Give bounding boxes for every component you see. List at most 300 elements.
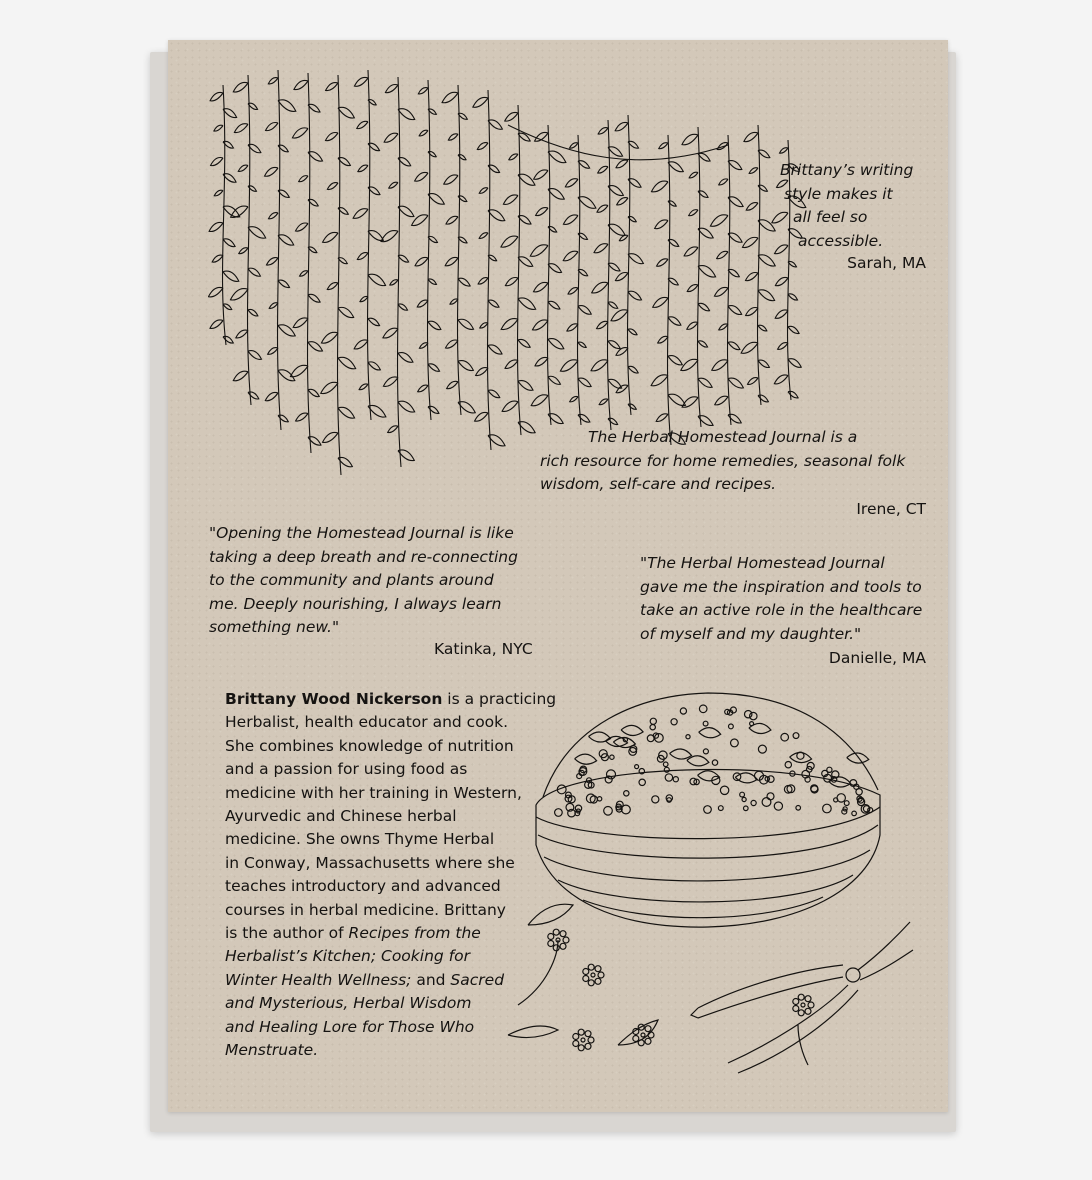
- flower-bud: [774, 802, 782, 810]
- leaf: [214, 125, 223, 131]
- leaf: [728, 342, 740, 350]
- testimonial-author-3: Katinka, NYC: [434, 640, 533, 658]
- leaf: [488, 120, 502, 129]
- leaf: [575, 754, 597, 764]
- leaf: [670, 749, 692, 759]
- flower-bud: [560, 931, 566, 937]
- leaf: [209, 222, 223, 231]
- flower-bud: [842, 809, 847, 814]
- leaf: [266, 258, 278, 266]
- leaf: [248, 351, 262, 360]
- leaf: [548, 264, 562, 273]
- leaf: [570, 396, 578, 401]
- leaf: [419, 130, 428, 136]
- book-title: Menstruate.: [225, 1041, 319, 1060]
- leaf: [278, 235, 294, 245]
- leaf: [428, 194, 444, 205]
- leaf: [357, 253, 368, 260]
- flower-bud: [573, 1041, 579, 1047]
- leaf: [428, 364, 440, 372]
- leaf: [398, 304, 408, 310]
- leaf: [398, 109, 415, 120]
- quote-line: The Herbal Homestead Journal is a: [588, 428, 858, 446]
- leaf: [308, 104, 320, 112]
- leaf: [428, 279, 437, 285]
- flower-bud: [712, 760, 717, 765]
- quote-line: me. Deeply nourishing, I always learn: [209, 594, 502, 613]
- flower-bud: [588, 980, 594, 986]
- book-back-cover: [168, 40, 948, 1112]
- leaf: [591, 360, 608, 371]
- leaf: [278, 280, 290, 288]
- leaf: [428, 321, 441, 329]
- leaf: [742, 237, 758, 247]
- leaf: [548, 301, 560, 309]
- flower-bud: [844, 801, 849, 806]
- leaf: [744, 132, 758, 141]
- leaf: [548, 151, 566, 163]
- leaf: [712, 360, 728, 371]
- leaf: [741, 342, 758, 353]
- leaf: [668, 394, 685, 405]
- flower-bud: [585, 1043, 591, 1049]
- testimonial-quote-1: [780, 159, 913, 253]
- leaf: [728, 161, 742, 170]
- leaf: [418, 88, 428, 94]
- leaf: [450, 299, 458, 304]
- flower-bud: [852, 811, 857, 816]
- leaf: [788, 359, 801, 368]
- flower-bud: [635, 765, 639, 769]
- leaf: [417, 300, 428, 307]
- leaf: [323, 232, 338, 242]
- book-title: and Mysterious, Herbal Wisdom: [225, 994, 472, 1013]
- leaf: [699, 728, 721, 738]
- leaf: [448, 134, 458, 140]
- leaf: [746, 308, 758, 316]
- leaf: [210, 320, 223, 328]
- leaf: [758, 290, 775, 301]
- leaf: [368, 274, 386, 285]
- quote-line: to the community and plants around: [209, 571, 494, 589]
- flower-bud: [704, 806, 712, 814]
- leaf: [398, 353, 413, 363]
- book-title: Sacred: [450, 970, 505, 989]
- leaf: [578, 269, 588, 275]
- flower-bud: [740, 792, 745, 797]
- leaf: [698, 303, 710, 311]
- leaf: [278, 325, 295, 336]
- leaf: [656, 414, 668, 422]
- leaf: [535, 132, 548, 141]
- leaf: [710, 215, 728, 226]
- leaf: [548, 189, 564, 200]
- testimonial-author-1: Sarah, MA: [847, 254, 926, 272]
- leaf: [746, 203, 758, 211]
- testimonial-quote-3: [209, 522, 518, 640]
- flower-bud: [798, 1010, 804, 1016]
- book-title: Winter Health Wellness;: [225, 970, 412, 989]
- leaf: [488, 390, 500, 398]
- leaf: [608, 263, 620, 271]
- leaf: [684, 247, 698, 256]
- leaf: [479, 188, 488, 194]
- leaf: [565, 179, 578, 187]
- flower-bud: [680, 708, 686, 714]
- leaf: [368, 231, 383, 241]
- flower-bud: [793, 999, 799, 1005]
- leaf: [308, 342, 322, 351]
- leaf: [594, 244, 608, 253]
- quote-line: rich resource for home remedies, seasonal folk: [540, 451, 906, 470]
- leaf: [563, 215, 578, 225]
- leaf: [528, 904, 573, 925]
- leaf: [223, 239, 235, 247]
- leaf: [569, 143, 578, 149]
- leaf: [358, 165, 368, 172]
- flower-bud: [560, 943, 566, 949]
- leaf: [268, 78, 278, 84]
- leaf: [563, 251, 578, 261]
- bio-line: Ayurvedic and Chinese herbal: [225, 807, 457, 826]
- leaf: [290, 365, 308, 376]
- leaf: [502, 401, 518, 411]
- flower-bud: [699, 705, 707, 713]
- flower-bud: [578, 1029, 584, 1035]
- leaf: [326, 83, 338, 91]
- leaf: [278, 370, 295, 381]
- flower-bud: [805, 996, 811, 1002]
- basket-icon: [536, 770, 880, 928]
- leaf: [208, 287, 223, 297]
- leaf: [444, 175, 458, 184]
- leaf: [608, 341, 620, 349]
- quote-line: gave me the inspiration and tools to: [640, 577, 922, 596]
- leaf: [698, 378, 712, 387]
- leaf: [628, 329, 637, 335]
- leaf: [458, 361, 473, 371]
- leaf: [210, 92, 223, 100]
- book-title: Recipes from the: [348, 924, 481, 943]
- flower-bud: [595, 966, 601, 972]
- flower-bud: [718, 806, 723, 811]
- leaf: [578, 306, 591, 315]
- leaf: [368, 362, 380, 370]
- leaf: [265, 392, 278, 400]
- flower-bud: [673, 777, 678, 782]
- bio-line: medicine with her training in Western,: [225, 783, 522, 802]
- leaf: [233, 371, 248, 381]
- leaf: [278, 100, 296, 112]
- leaf: [567, 324, 578, 331]
- leaf: [597, 205, 608, 212]
- leaf: [308, 294, 320, 302]
- book-title: and Healing Lore for Those Who: [225, 1017, 475, 1036]
- leaf: [758, 255, 775, 266]
- leaf: [446, 216, 458, 224]
- flower-bud: [597, 797, 601, 801]
- leaf: [473, 97, 488, 107]
- leaf: [619, 235, 628, 241]
- flower-bud: [553, 945, 559, 951]
- leaf: [534, 170, 548, 179]
- leaf: [608, 302, 618, 308]
- leaf: [238, 165, 248, 171]
- leaf: [681, 359, 698, 370]
- leaf: [599, 399, 608, 405]
- testimonial-author-4: Danielle, MA: [828, 649, 926, 667]
- leaf: [719, 179, 728, 185]
- flower-bud: [598, 972, 604, 978]
- leaf: [295, 223, 308, 231]
- leaf: [357, 121, 368, 128]
- flower-bud: [742, 797, 746, 801]
- flower-bud: [793, 1006, 799, 1012]
- leaf: [211, 158, 223, 166]
- leaf: [385, 84, 398, 92]
- leaf: [327, 283, 338, 290]
- leaf: [478, 278, 488, 284]
- bio-line: teaches introductory and advanced: [225, 877, 501, 896]
- leaf: [445, 257, 458, 265]
- flower-bud: [665, 774, 672, 781]
- leaf: [608, 418, 618, 424]
- leaf: [658, 336, 668, 343]
- leaf: [615, 122, 628, 130]
- flower-bud: [807, 762, 814, 769]
- flower-bud: [555, 809, 563, 817]
- leaf: [758, 395, 768, 402]
- leaf: [535, 357, 548, 365]
- leaf: [458, 319, 474, 329]
- flower-bud: [573, 1034, 579, 1040]
- leaf: [668, 317, 681, 325]
- flower-bud: [663, 762, 668, 767]
- quote-line: something new.": [209, 618, 340, 636]
- testimonial-quote-4: [640, 552, 922, 646]
- leaf: [269, 303, 278, 309]
- leaf: [728, 197, 743, 207]
- leaf: [325, 132, 338, 140]
- leaf: [389, 182, 398, 188]
- flower-bud: [548, 941, 554, 947]
- leaf: [611, 310, 628, 321]
- flower-bud: [805, 1008, 811, 1014]
- testimonial-quote-2: [540, 426, 905, 497]
- flower-bud: [591, 973, 595, 977]
- flower-bud: [553, 929, 559, 935]
- flower-bud: [645, 1026, 651, 1032]
- leaf: [223, 336, 233, 343]
- leaf: [578, 342, 586, 347]
- leaf: [728, 378, 743, 388]
- leaf: [651, 181, 668, 192]
- leaf: [230, 289, 248, 300]
- quote-line: accessible.: [798, 231, 884, 250]
- leaf: [847, 753, 869, 763]
- leaf: [321, 332, 338, 343]
- bio-line: courses in herbal medicine. Brittany: [225, 900, 506, 919]
- herb-stem: [398, 77, 401, 467]
- flower-bud: [767, 793, 774, 800]
- flower-bud: [578, 1045, 584, 1051]
- herb-stem: [308, 73, 311, 453]
- leaf: [548, 376, 560, 384]
- leaf: [248, 227, 266, 239]
- leaf: [668, 356, 682, 365]
- leaf: [758, 360, 769, 367]
- leaf: [714, 287, 728, 296]
- flower-bud: [686, 735, 690, 739]
- leaf: [578, 161, 590, 169]
- leaf: [653, 297, 668, 307]
- leaf: [536, 208, 548, 216]
- flower-bud: [624, 791, 629, 796]
- leaf: [383, 377, 398, 387]
- flower-bud: [762, 798, 771, 807]
- leaf: [689, 172, 698, 178]
- leaf: [294, 80, 308, 89]
- leaf: [398, 255, 409, 262]
- leaf: [778, 343, 788, 350]
- leaf: [598, 166, 608, 173]
- leaf: [384, 133, 398, 142]
- leaf: [617, 198, 628, 205]
- quote-line: taking a deep breath and re-connecting: [209, 547, 518, 566]
- leaf: [479, 233, 488, 239]
- leaf: [480, 323, 488, 328]
- leaf: [338, 107, 354, 118]
- flower-bud: [563, 937, 569, 943]
- leaf: [292, 128, 308, 138]
- leaf: [248, 309, 258, 315]
- leaf: [223, 304, 232, 310]
- leaf: [265, 167, 278, 176]
- leaf: [354, 340, 368, 349]
- quote-line: all feel so: [793, 208, 868, 226]
- flower-bud: [645, 1038, 651, 1044]
- leaf: [533, 282, 548, 291]
- quote-line: of myself and my daughter.": [640, 624, 862, 643]
- leaf: [501, 236, 518, 247]
- flower-bud: [583, 976, 589, 982]
- leaf: [531, 395, 548, 406]
- leaf: [268, 213, 278, 219]
- leaf: [442, 92, 458, 102]
- leaf: [518, 174, 535, 185]
- leaf: [655, 220, 668, 229]
- leaf: [530, 245, 548, 257]
- leaf: [659, 143, 668, 149]
- leaf: [488, 210, 505, 221]
- leaf: [233, 82, 248, 92]
- leaf: [568, 288, 578, 295]
- flower-bud: [641, 1033, 645, 1037]
- leaf: [248, 268, 260, 276]
- leaf: [223, 271, 239, 281]
- flower-bud: [744, 806, 749, 811]
- leaf: [239, 248, 248, 254]
- leaf: [608, 147, 623, 157]
- flower-bud: [720, 786, 728, 794]
- flower-bud: [703, 749, 708, 754]
- leaf: [628, 254, 643, 264]
- leaf: [214, 190, 223, 196]
- leaf: [578, 378, 591, 387]
- leaf: [687, 756, 709, 766]
- flower-bud: [802, 770, 810, 778]
- quote-line: Brittany’s writing: [780, 161, 914, 179]
- leaf: [418, 385, 428, 392]
- leaf: [338, 307, 354, 317]
- leaf: [578, 197, 596, 209]
- book-title: Herbalist’s Kitchen; Cooking for: [225, 947, 470, 966]
- leaf: [383, 328, 398, 338]
- leaf: [360, 296, 368, 301]
- herb-stem: [338, 75, 341, 475]
- leaf: [415, 172, 428, 181]
- leaf: [353, 209, 368, 219]
- leaf: [698, 228, 713, 238]
- leaf: [308, 389, 319, 396]
- leaf: [758, 150, 770, 158]
- leaf: [338, 407, 355, 418]
- leaf: [505, 112, 518, 121]
- leaf: [748, 378, 758, 385]
- herb-stem: [798, 1025, 808, 1065]
- flower-bud: [588, 964, 594, 970]
- flower-bud: [650, 718, 656, 724]
- leaf: [774, 375, 788, 384]
- leaf: [518, 257, 533, 267]
- leaf: [458, 278, 470, 286]
- leaf: [518, 381, 533, 391]
- leaf: [758, 325, 767, 331]
- leaf: [505, 277, 518, 285]
- leaf: [589, 732, 611, 742]
- flower-bud: [548, 934, 554, 940]
- flower-bud: [633, 1036, 639, 1042]
- leaf: [728, 306, 742, 315]
- leaf: [398, 206, 414, 216]
- leaf: [476, 368, 488, 376]
- flower-bud: [729, 724, 734, 729]
- leaf: [296, 413, 308, 421]
- bio-text: is the author of: [225, 924, 349, 943]
- herb-stem: [278, 70, 281, 430]
- leaf: [657, 259, 668, 266]
- leaf: [651, 375, 668, 386]
- leaf: [698, 341, 708, 347]
- leaf: [532, 320, 548, 330]
- leaf: [779, 148, 788, 154]
- flower-bud: [664, 767, 669, 772]
- flower-bud: [785, 762, 791, 768]
- bio-text: and: [411, 970, 451, 989]
- leaf: [518, 339, 530, 347]
- flower-bud: [731, 739, 739, 747]
- bio-line: and a passion for using food as: [225, 760, 468, 779]
- flower-bud: [585, 1031, 591, 1037]
- leaf: [368, 318, 380, 326]
- leaf: [488, 300, 499, 307]
- leaf: [236, 330, 248, 338]
- bio-line: She combines knowledge of nutrition: [225, 736, 514, 755]
- herb-stem: [488, 90, 491, 450]
- leaf: [597, 321, 608, 328]
- leaf: [321, 382, 338, 393]
- quote-line: take an active role in the healthcare: [640, 601, 923, 619]
